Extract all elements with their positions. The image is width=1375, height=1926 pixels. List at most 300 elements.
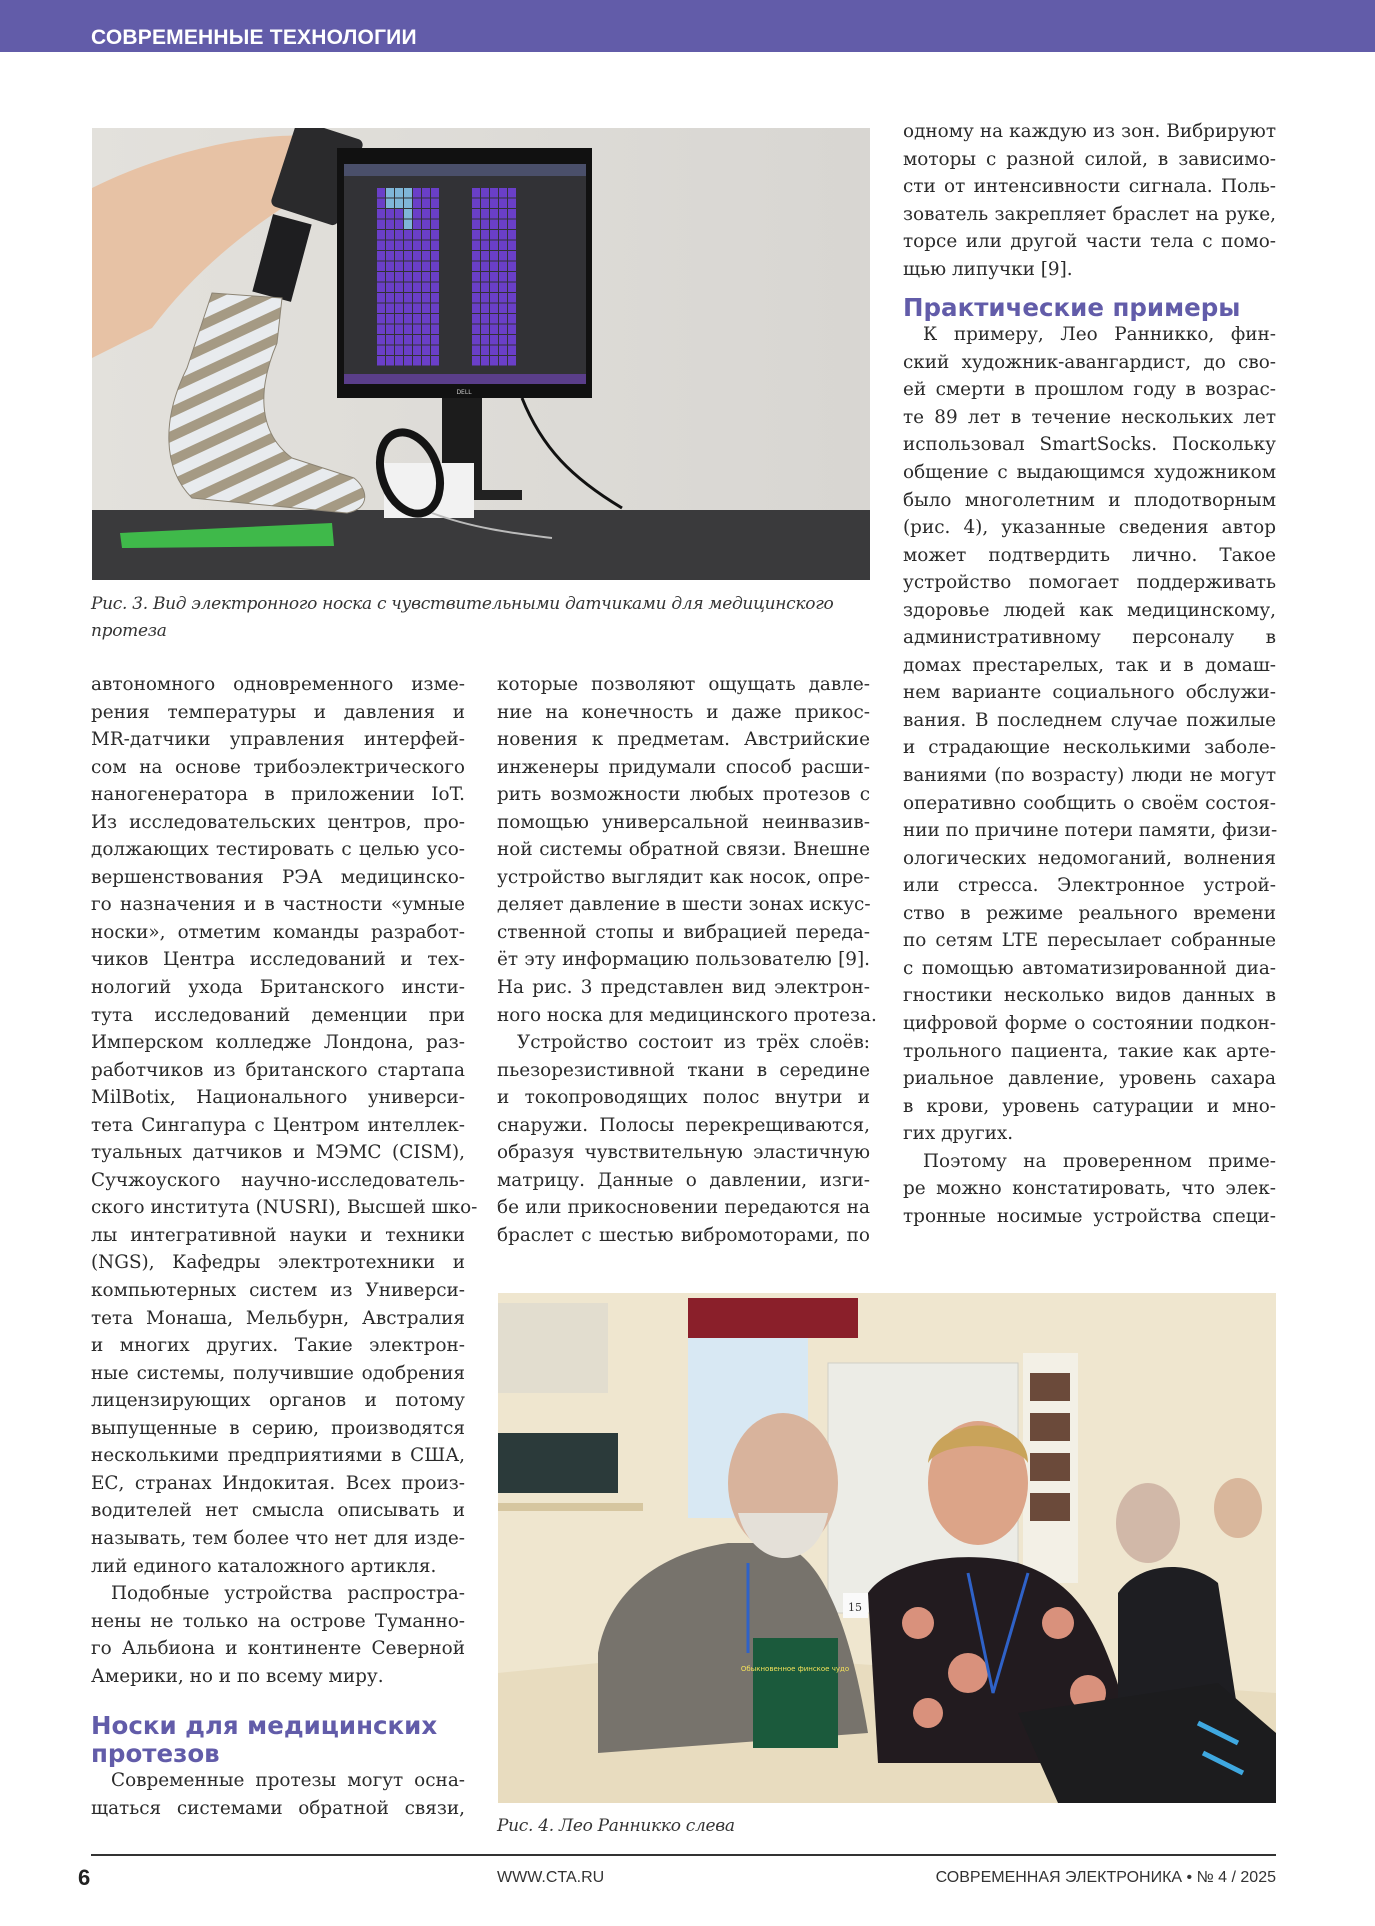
text-line: (NGS), Кафедры электротехники и	[91, 1252, 465, 1274]
sensor-cell	[413, 188, 421, 198]
sensor-cell	[422, 262, 430, 272]
sensor-cell	[386, 272, 394, 282]
section-title: СОВРЕМЕННЫЕ ТЕХНОЛОГИИ	[91, 26, 417, 49]
text-line: ологических недомоганий, волнения	[903, 847, 1276, 869]
sensor-cell	[422, 335, 430, 345]
sensor-cell	[481, 220, 489, 230]
text-line: в крови, уровень сатурации и мно-	[903, 1095, 1276, 1117]
table-number-card: 15	[848, 1601, 862, 1614]
sensor-cell	[395, 209, 403, 219]
text-line: торсе или другой части тела с помо-	[903, 231, 1276, 253]
sensor-cell	[413, 272, 421, 282]
footer-website-link[interactable]: WWW.CTA.RU	[497, 1869, 605, 1886]
sensor-cell	[499, 335, 507, 345]
sensor-cell	[481, 209, 489, 219]
text-line: ре можно констатировать, что элек-	[903, 1178, 1276, 1200]
figure-4-caption: Рис. 4. Лео Ранникко слева	[497, 1816, 735, 1836]
text-line: сти от интенсивности сигнала. Поль-	[903, 176, 1276, 198]
sensor-cell	[499, 356, 507, 366]
text-line: Америки, но и по всему миру.	[91, 1665, 384, 1687]
sensor-cell	[472, 304, 480, 314]
sensor-cell	[472, 209, 480, 219]
book-cover	[753, 1638, 838, 1748]
sensor-cell	[386, 230, 394, 240]
sensor-cell	[404, 314, 412, 324]
sensor-cell	[481, 304, 489, 314]
sensor-cell	[431, 188, 439, 198]
sensor-cell	[472, 188, 480, 198]
sensor-cell	[404, 356, 412, 366]
sensor-cell	[395, 356, 403, 366]
text-line: цифровой форме о состоянии подкон-	[903, 1012, 1276, 1034]
figure-3-photo	[92, 128, 870, 580]
sensor-cell	[472, 241, 480, 251]
sensor-cell	[422, 283, 430, 293]
sensor-cell	[472, 335, 480, 345]
sensor-cell	[404, 335, 412, 345]
sensor-cell	[386, 314, 394, 324]
sensor-cell	[404, 304, 412, 314]
sensor-cell	[508, 199, 516, 209]
sensor-cell	[413, 325, 421, 335]
sensor-cell	[481, 283, 489, 293]
sensor-cell	[472, 199, 480, 209]
sensor-cell	[490, 283, 498, 293]
text-line: щаться системами обратной связи,	[91, 1797, 465, 1819]
text-line: вания. В последнем случае пожилые	[903, 709, 1276, 731]
paragraph-left-2	[91, 1580, 465, 1690]
text-line: снаружи. Полосы перекрещиваются,	[497, 1114, 870, 1136]
text-line: образуя чувствительную эластичную	[497, 1142, 870, 1164]
sensor-cell	[490, 251, 498, 261]
sensor-cell	[472, 314, 480, 324]
sensor-cell	[413, 251, 421, 261]
text-line: и токопроводящих полос внутри и	[497, 1087, 870, 1109]
sensor-cell	[499, 293, 507, 303]
sensor-cell	[508, 230, 516, 240]
text-line: может подтвердить лично. Такое	[903, 544, 1276, 566]
sensor-cell	[404, 220, 412, 230]
sensor-cell	[395, 188, 403, 198]
sensor-cell	[413, 241, 421, 251]
sensor-cell	[404, 230, 412, 240]
text-line: рения температуры и давления и	[91, 701, 465, 723]
text-line: вершенствования РЭА медицинско-	[91, 866, 465, 888]
heading-practical-examples: Практические примеры	[903, 293, 1241, 323]
sensor-cell	[395, 325, 403, 335]
sensor-cell	[404, 272, 412, 282]
sensor-cell	[490, 241, 498, 251]
sensor-cell	[508, 272, 516, 282]
sensor-cell	[490, 272, 498, 282]
text-line: автономного одновременного изме-	[91, 674, 465, 695]
text-line: чиков Центра исследований и тех-	[91, 949, 465, 971]
sensor-cell	[431, 241, 439, 251]
text-line: Подобные устройства распростра-	[111, 1583, 465, 1605]
leo-rannikko-photo	[498, 1293, 1276, 1803]
sensor-cell	[377, 241, 385, 251]
text-line: выпущенные в серию, производятся	[91, 1417, 465, 1439]
sensor-cell	[481, 272, 489, 282]
paragraph-right-2	[903, 321, 1276, 1147]
text-line: Имперском колледже Лондона, раз-	[91, 1032, 465, 1054]
paragraph-mid-1	[497, 671, 877, 1029]
sensor-cell	[499, 199, 507, 209]
text-line: риальное давление, уровень сахара	[903, 1068, 1276, 1090]
text-line: нологий ухода Британского инсти-	[91, 977, 465, 999]
sensor-cell	[377, 346, 385, 356]
sensor-cell	[508, 335, 516, 345]
text-line: ей смерти в прошлом году в возрас-	[903, 379, 1276, 401]
sensor-cell	[395, 335, 403, 345]
column-right	[903, 118, 1276, 1230]
sensor-cell	[377, 199, 385, 209]
sensor-cell	[377, 293, 385, 303]
sensor-cell	[508, 304, 516, 314]
sensor-cell	[386, 220, 394, 230]
text-line: тута исследований деменции при	[91, 1004, 465, 1026]
sensor-cell	[413, 220, 421, 230]
pressure-grid-left	[377, 188, 439, 366]
sensor-cell	[413, 346, 421, 356]
sensor-cell	[490, 335, 498, 345]
sensor-cell	[499, 209, 507, 219]
sensor-cell	[386, 325, 394, 335]
text-line: ЕС, странах Индокитая. Всех произ-	[91, 1472, 465, 1494]
sensor-cell	[404, 293, 412, 303]
text-line: сом на основе трибоэлектрического	[91, 756, 465, 778]
sensor-cell	[490, 325, 498, 335]
sensor-cell	[481, 356, 489, 366]
text-line: наногенератора в приложении IoT.	[91, 784, 465, 806]
sensor-cell	[481, 262, 489, 272]
footer-journal-issue: СОВРЕМЕННАЯ ЭЛЕКТРОНИКА • № 4 / 2025	[935, 1869, 1276, 1886]
sensor-cell	[499, 188, 507, 198]
sensor-cell	[404, 346, 412, 356]
text-line: На рис. 3 представлен вид электрон-	[497, 977, 870, 999]
sensor-cell	[508, 356, 516, 366]
figure-4-photo	[498, 1293, 1276, 1803]
sensor-cell	[508, 188, 516, 198]
text-line: Современные протезы могут осна-	[111, 1770, 465, 1792]
heading-line-1: Носки для медицинских	[91, 1711, 438, 1741]
section-header-bar	[0, 0, 1375, 52]
paragraph-right-1	[903, 118, 1276, 283]
text-line: гих других.	[903, 1123, 1014, 1145]
pressure-grid-right	[472, 188, 516, 366]
text-line: гностики несколько видов данных в	[903, 985, 1276, 1007]
sensor-cell	[472, 251, 480, 261]
sensor-cell	[413, 199, 421, 209]
text-line: одному на каждую из зон. Вибрируют	[903, 121, 1276, 142]
text-line: нии по причине потери памяти, физи-	[903, 820, 1278, 842]
sensor-cell	[395, 230, 403, 240]
paragraph-left-3	[91, 1767, 465, 1822]
sensor-cell	[472, 230, 480, 240]
text-line: общение с выдающимся художником	[903, 462, 1276, 484]
text-line: пьезорезистивной ткани в середине	[497, 1059, 870, 1081]
sensor-cell	[377, 230, 385, 240]
sensor-cell	[431, 220, 439, 230]
text-line: по сетям LTE пересылает собранные	[903, 930, 1276, 952]
sensor-cell	[413, 304, 421, 314]
sensor-cell	[431, 251, 439, 261]
sensor-cell	[413, 293, 421, 303]
sensor-cell	[508, 262, 516, 272]
sensor-cell	[404, 262, 412, 272]
sensor-cell	[431, 262, 439, 272]
text-line: трольного пациента, такие как арте-	[903, 1040, 1276, 1062]
text-line: которые позволяют ощущать давле-	[497, 674, 870, 695]
text-line: должающих тестировать с целью усо-	[91, 839, 465, 861]
sensor-cell	[431, 209, 439, 219]
monitor-brand: DELL	[456, 389, 472, 396]
sensor-cell	[404, 188, 412, 198]
sensor-cell	[422, 188, 430, 198]
footer-rule	[91, 1854, 1276, 1856]
sensor-cell	[499, 251, 507, 261]
sensor-cell	[508, 346, 516, 356]
sensor-cell	[472, 346, 480, 356]
sensor-cell	[422, 251, 430, 261]
sensor-cell	[490, 188, 498, 198]
text-line: лий единого каталожного артикля.	[91, 1555, 437, 1577]
sensor-cell	[508, 283, 516, 293]
sensor-cell	[404, 199, 412, 209]
sensor-cell	[413, 314, 421, 324]
sensor-cell	[472, 356, 480, 366]
heading-medical-prosthesis-socks	[91, 1712, 465, 1768]
text-line: К примеру, Лео Ранникко, фин-	[923, 324, 1276, 346]
sensor-cell	[431, 272, 439, 282]
sensor-cell	[422, 356, 430, 366]
text-line: ного носка для медицинского протеза.	[497, 1004, 877, 1026]
sensor-cell	[404, 209, 412, 219]
sensor-cell	[386, 262, 394, 272]
sensor-cell	[422, 272, 430, 282]
sensor-cell	[499, 272, 507, 282]
text-line: матрицу. Данные о давлении, изги-	[497, 1169, 870, 1191]
text-line: тета Монаша, Мельбурн, Австралия	[91, 1307, 465, 1329]
sensor-cell	[499, 346, 507, 356]
text-line: Поэтому на проверенном приме-	[923, 1150, 1276, 1172]
text-line: браслет с шестью вибромоторами, по	[497, 1224, 870, 1246]
sensor-cell	[481, 325, 489, 335]
sensor-cell	[413, 230, 421, 240]
sensor-cell	[377, 251, 385, 261]
sensor-cell	[499, 283, 507, 293]
figure-3-caption	[91, 591, 881, 645]
sensor-cell	[395, 346, 403, 356]
text-line: новения к предметам. Австрийские	[497, 729, 870, 751]
text-line: щью липучки [9].	[903, 258, 1073, 280]
sensor-cell	[499, 220, 507, 230]
text-line: туальных датчиков и МЭМС (CISM),	[91, 1142, 465, 1164]
text-line: называть, тем более что нет для изде-	[91, 1527, 465, 1549]
sensor-cell	[508, 220, 516, 230]
sensor-cell	[377, 209, 385, 219]
text-line: ной системы обратной связи. Внешне	[497, 839, 870, 861]
figure-3-caption-line2: протеза	[91, 621, 167, 641]
sensor-cell	[431, 283, 439, 293]
sensor-cell	[395, 283, 403, 293]
sensor-cell	[377, 356, 385, 366]
page-number: 6	[78, 1865, 91, 1890]
sensor-cell	[386, 293, 394, 303]
figure-3-caption-line1: Рис. 3. Вид электронного носка с чувствительными датчиками для медицинского	[91, 594, 834, 614]
sensor-cell	[481, 199, 489, 209]
sensor-cell	[431, 314, 439, 324]
sensor-cell	[481, 230, 489, 240]
text-line: бе или прикосновении передаются на	[497, 1197, 870, 1219]
sensor-cell	[508, 209, 516, 219]
text-line: Устройство состоит из трёх слоёв:	[517, 1032, 870, 1054]
text-line: было многолетним и плодотворным	[903, 489, 1276, 511]
text-line: и страдающие несколькими заболе-	[903, 737, 1276, 759]
sensor-cell	[481, 335, 489, 345]
sensor-cell	[413, 356, 421, 366]
sensor-cell	[431, 356, 439, 366]
text-line: го назначения и в частности «умные	[91, 894, 465, 916]
text-line: нем варианте социального обслужи-	[903, 682, 1276, 704]
text-line: оперативно сообщить о своём состоя-	[903, 792, 1276, 814]
sensor-cell	[386, 209, 394, 219]
sensor-cell	[490, 262, 498, 272]
sensor-cell	[422, 199, 430, 209]
text-line: устройство помогает поддерживать	[903, 572, 1276, 594]
sensor-cell	[431, 199, 439, 209]
text-line: устройство выглядит как носок, опре-	[497, 866, 870, 888]
sensor-cell	[386, 188, 394, 198]
sensor-cell	[422, 209, 430, 219]
text-line: (рис. 4), указанные сведения автор	[903, 517, 1276, 539]
text-line: моторы с разной силой, в зависимо-	[903, 148, 1276, 170]
text-line: использовал SmartSocks. Поскольку	[903, 434, 1276, 456]
text-line: водителей нет смысла описывать и	[91, 1500, 465, 1522]
text-line: административному персоналу в	[903, 627, 1276, 649]
sensor-cell	[431, 230, 439, 240]
sensor-cell	[472, 262, 480, 272]
sensor-cell	[481, 188, 489, 198]
sensor-cell	[508, 314, 516, 324]
sensor-cell	[395, 293, 403, 303]
text-line: деляет давление в шести зонах искус-	[497, 894, 871, 916]
sensor-cell	[386, 283, 394, 293]
sensor-cell	[422, 325, 430, 335]
paragraph-right-3	[903, 1148, 1276, 1231]
sensor-cell	[395, 199, 403, 209]
text-line: ёт эту информацию пользователю [9].	[497, 949, 870, 971]
text-line: носки», отметим команды разработ-	[91, 921, 465, 943]
sensor-cell	[395, 304, 403, 314]
sensor-cell	[490, 314, 498, 324]
text-line: ство в режиме реального времени	[903, 902, 1276, 924]
sensor-cell	[395, 314, 403, 324]
sensor-cell	[386, 356, 394, 366]
sensor-cell	[377, 220, 385, 230]
text-line: ваниями (по возрасту) люди не могут	[903, 765, 1276, 787]
sensor-cell	[377, 304, 385, 314]
sensor-cell	[395, 251, 403, 261]
sensor-cell	[490, 293, 498, 303]
text-line: помощью универсальной неинвазив-	[497, 811, 870, 833]
sensor-cell	[422, 293, 430, 303]
sensor-cell	[508, 251, 516, 261]
sensor-cell	[386, 199, 394, 209]
sensor-cell	[395, 272, 403, 282]
sensor-cell	[490, 356, 498, 366]
sensor-cell	[499, 230, 507, 240]
sensor-cell	[377, 335, 385, 345]
text-line: го Альбиона и континенте Северной	[91, 1638, 465, 1660]
sensor-cell	[431, 346, 439, 356]
sensor-cell	[472, 325, 480, 335]
sensor-cell	[490, 346, 498, 356]
paragraph-left-1	[91, 671, 478, 1580]
sensor-cell	[404, 241, 412, 251]
sensor-cell	[472, 220, 480, 230]
sensor-cell	[404, 283, 412, 293]
sensor-cell	[413, 335, 421, 345]
sensor-cell	[377, 314, 385, 324]
text-line: домах престарелых, так и в домаш-	[903, 654, 1276, 676]
text-line: те 89 лет в течение нескольких лет	[903, 406, 1276, 428]
text-line: ственной стопы и вибрацией переда-	[497, 921, 870, 943]
sensor-cell	[404, 325, 412, 335]
curtain	[688, 1298, 858, 1338]
heading-line-2: протезов	[91, 1739, 220, 1769]
sensor-cell	[395, 241, 403, 251]
sensor-cell	[422, 230, 430, 240]
text-line: Из исследовательских центров, про-	[91, 811, 465, 833]
text-line: работчиков из британского стартапа	[91, 1059, 465, 1081]
sensor-cell	[499, 241, 507, 251]
sensor-cell	[422, 346, 430, 356]
book-title: Обыкновенное финское чудо	[740, 1665, 850, 1673]
sensor-cell	[422, 304, 430, 314]
text-line: лы интегративной науки и техники	[91, 1224, 465, 1246]
sensor-cell	[422, 314, 430, 324]
text-line: несколькими предприятиями в США,	[91, 1445, 465, 1467]
sensor-cell	[386, 241, 394, 251]
sensor-cell	[490, 230, 498, 240]
sensor-cell	[431, 335, 439, 345]
sensor-cell	[413, 262, 421, 272]
sensor-cell	[499, 325, 507, 335]
sensor-cell	[386, 304, 394, 314]
sensor-cell	[472, 293, 480, 303]
sensor-cell	[377, 325, 385, 335]
text-line: рить возможности любых протезов с	[497, 784, 870, 806]
sensor-cell	[481, 251, 489, 261]
sensor-cell	[508, 325, 516, 335]
sensor-cell	[377, 188, 385, 198]
sensor-cell	[490, 209, 498, 219]
text-line: здоровье людей как медицинскому,	[903, 599, 1276, 621]
sensor-cell	[386, 251, 394, 261]
text-line: нены не только на острове Туманно-	[91, 1610, 465, 1632]
sensor-cell	[472, 283, 480, 293]
sensor-cell	[499, 304, 507, 314]
sensor-cell	[472, 272, 480, 282]
column-middle	[497, 671, 877, 1249]
sensor-cell	[377, 272, 385, 282]
text-line: тронные носимые устройства специ-	[903, 1205, 1276, 1227]
sensor-cell	[422, 241, 430, 251]
text-line: MR-датчики управления интерфей-	[91, 729, 465, 751]
text-line: или стресса. Электронное устрой-	[903, 875, 1276, 897]
sensor-cell	[431, 293, 439, 303]
